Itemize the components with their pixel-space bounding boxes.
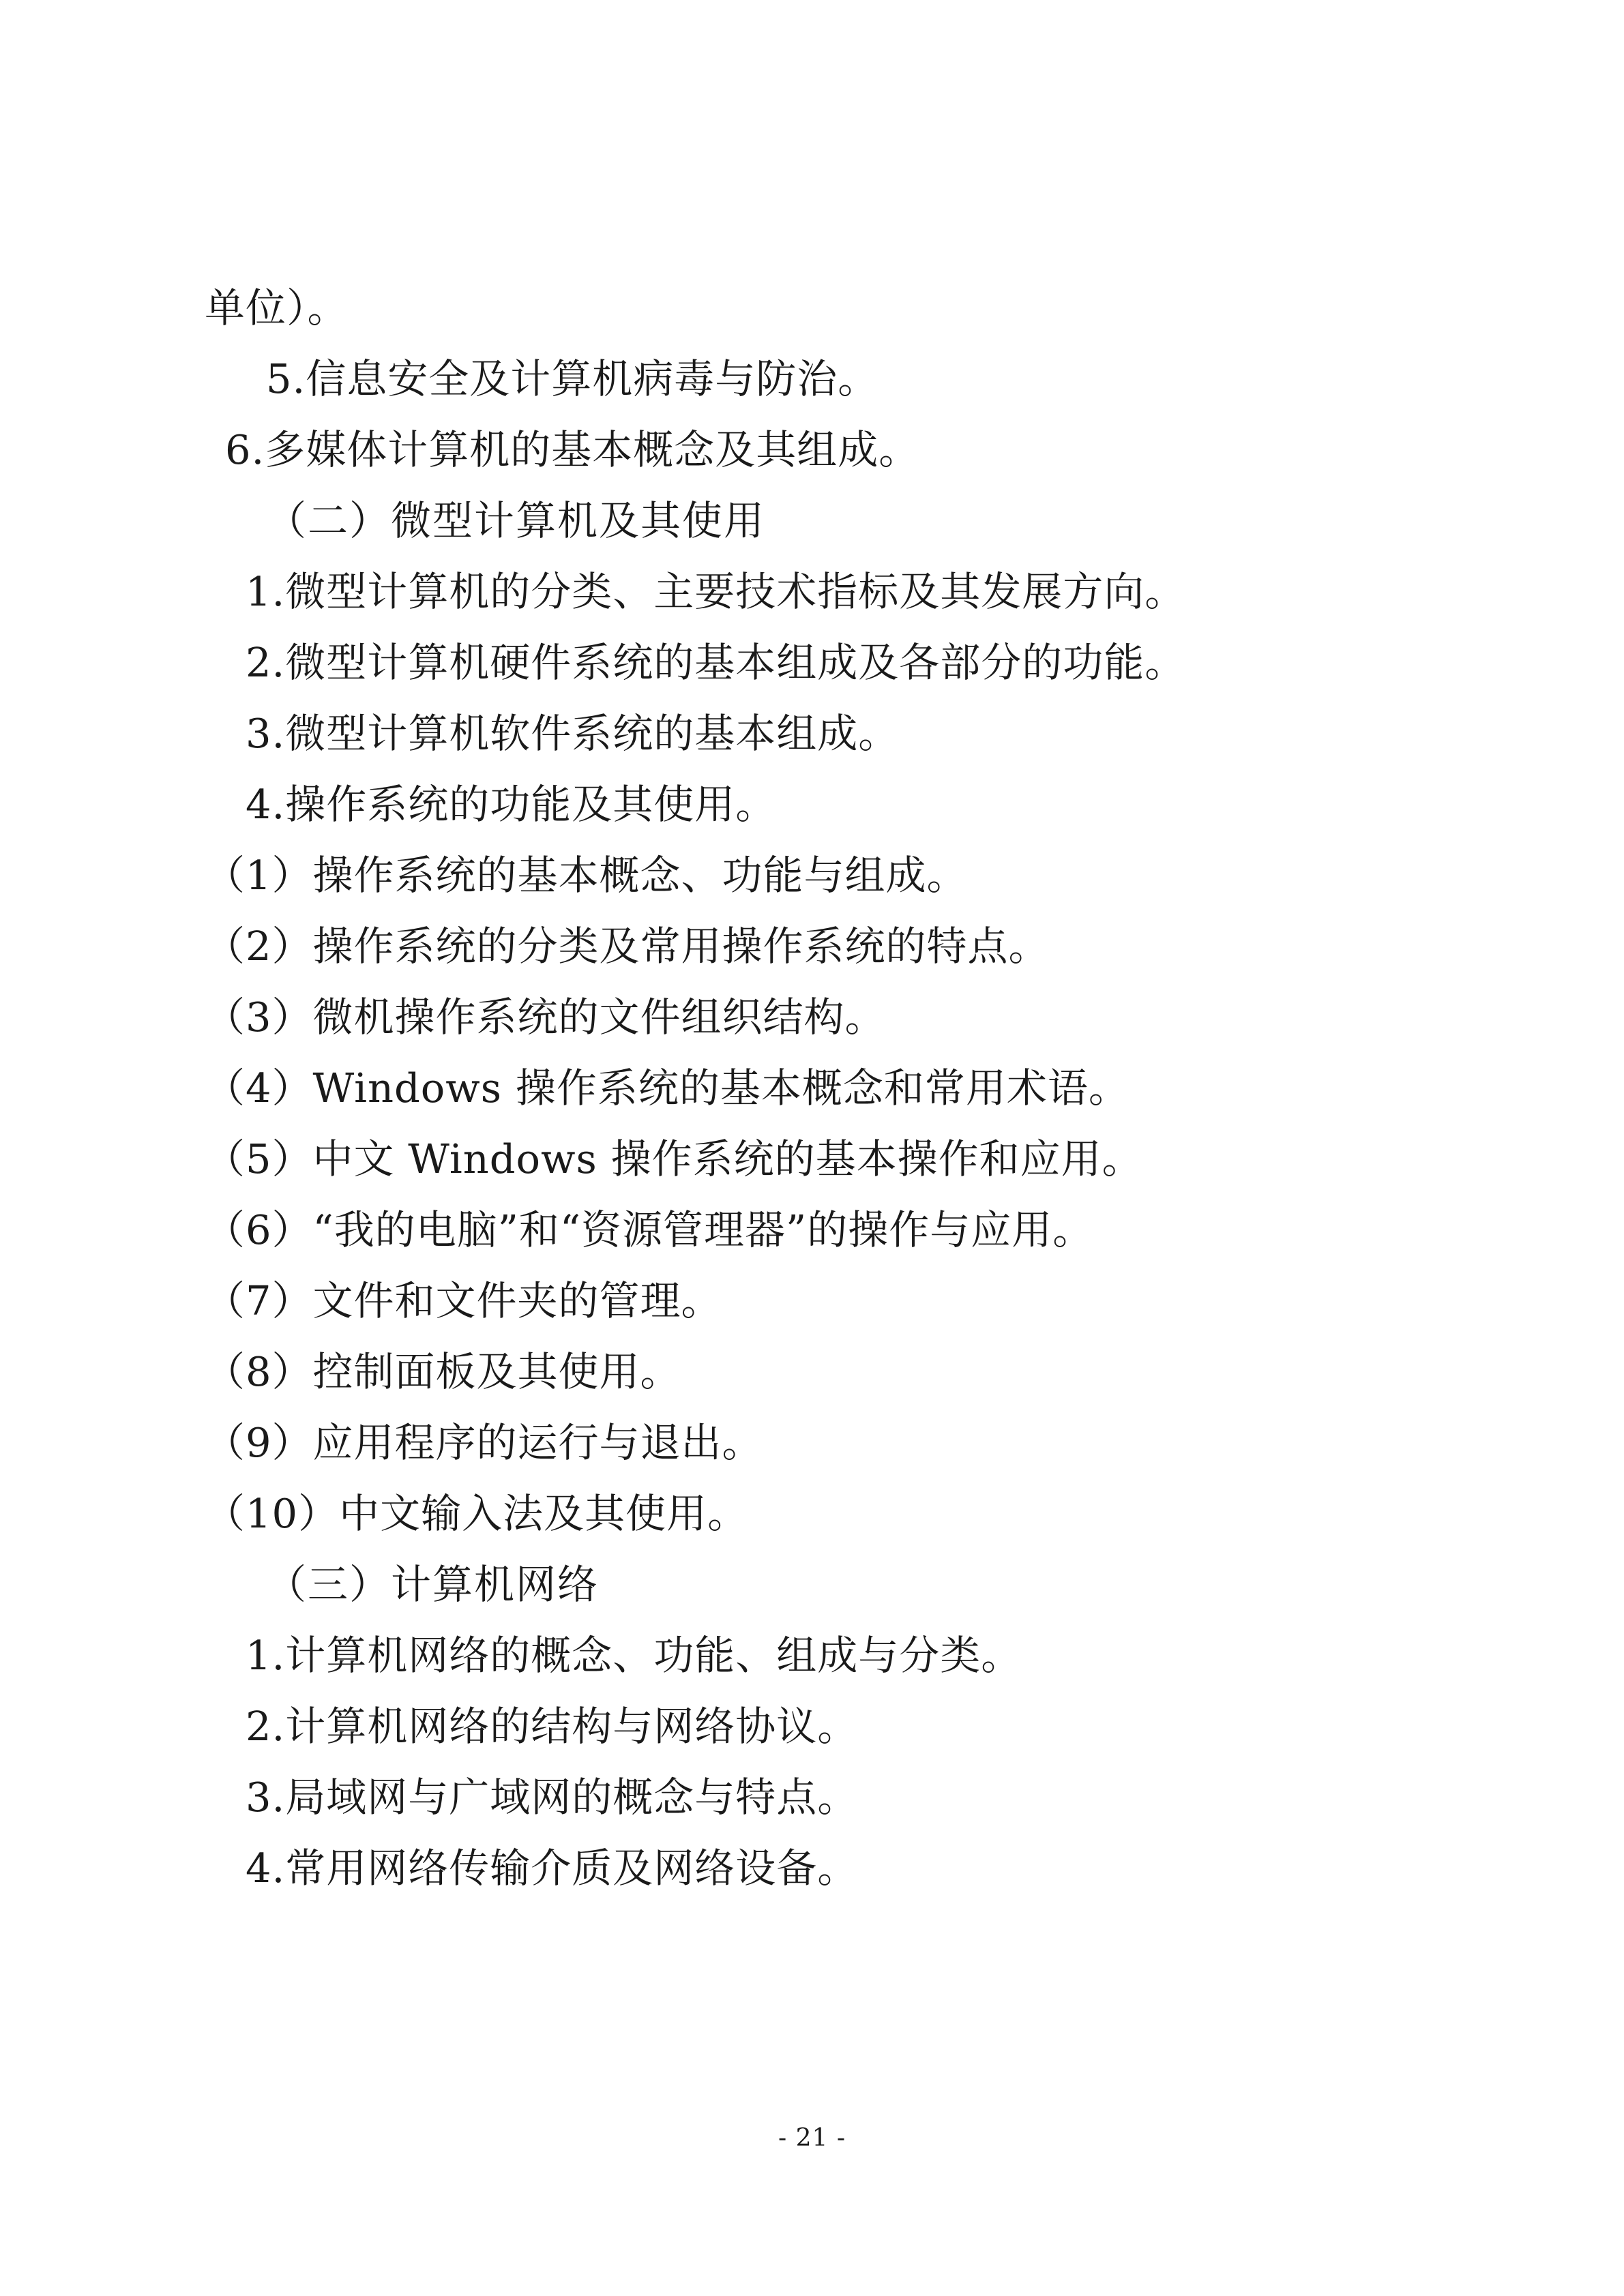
body-line: （6）“我的电脑”和“资源管理器”的操作与应用。 — [205, 1206, 1094, 1253]
body-line: （5）中文 Windows 操作系统的基本操作和应用。 — [205, 1135, 1143, 1182]
body-line: 5.信息安全及计算机病毒与防治。 — [266, 355, 879, 402]
body-line: （4）Windows 操作系统的基本概念和常用术语。 — [205, 1064, 1130, 1112]
section-heading: （二）微型计算机及其使用 — [266, 497, 766, 544]
body-line: 1.微型计算机的分类、主要技术指标及其发展方向。 — [246, 568, 1186, 615]
body-line: （1）操作系统的基本概念、功能与组成。 — [205, 852, 968, 899]
body-line: （7）文件和文件夹的管理。 — [205, 1277, 722, 1324]
body-line: 3.局域网与广域网的概念与特点。 — [246, 1774, 859, 1821]
document-body — [205, 273, 1432, 1904]
body-line: （9）应用程序的运行与退出。 — [205, 1419, 763, 1466]
body-line: （8）控制面板及其使用。 — [205, 1348, 681, 1395]
body-line: （10）中文输入法及其使用。 — [205, 1490, 749, 1537]
page-number: - 21 - — [778, 2124, 846, 2152]
body-line: 4.操作系统的功能及其使用。 — [246, 781, 777, 828]
body-line: 6.多媒体计算机的基本概念及其组成。 — [225, 426, 920, 473]
body-line: （2）操作系统的分类及常用操作系统的特点。 — [205, 923, 1050, 970]
body-line: （3）微机操作系统的文件组织结构。 — [205, 994, 886, 1041]
body-line: 2.微型计算机硬件系统的基本组成及各部分的功能。 — [246, 639, 1186, 686]
body-line: 3.微型计算机软件系统的基本组成。 — [246, 710, 900, 757]
section-heading: （三）计算机网络 — [266, 1561, 600, 1608]
body-line: 4.常用网络传输介质及网络设备。 — [246, 1845, 859, 1892]
body-line: 2.计算机网络的结构与网络协议。 — [246, 1703, 859, 1750]
body-line: 单位）。 — [205, 284, 349, 331]
body-line: 1.计算机网络的概念、功能、组成与分类。 — [246, 1632, 1022, 1679]
